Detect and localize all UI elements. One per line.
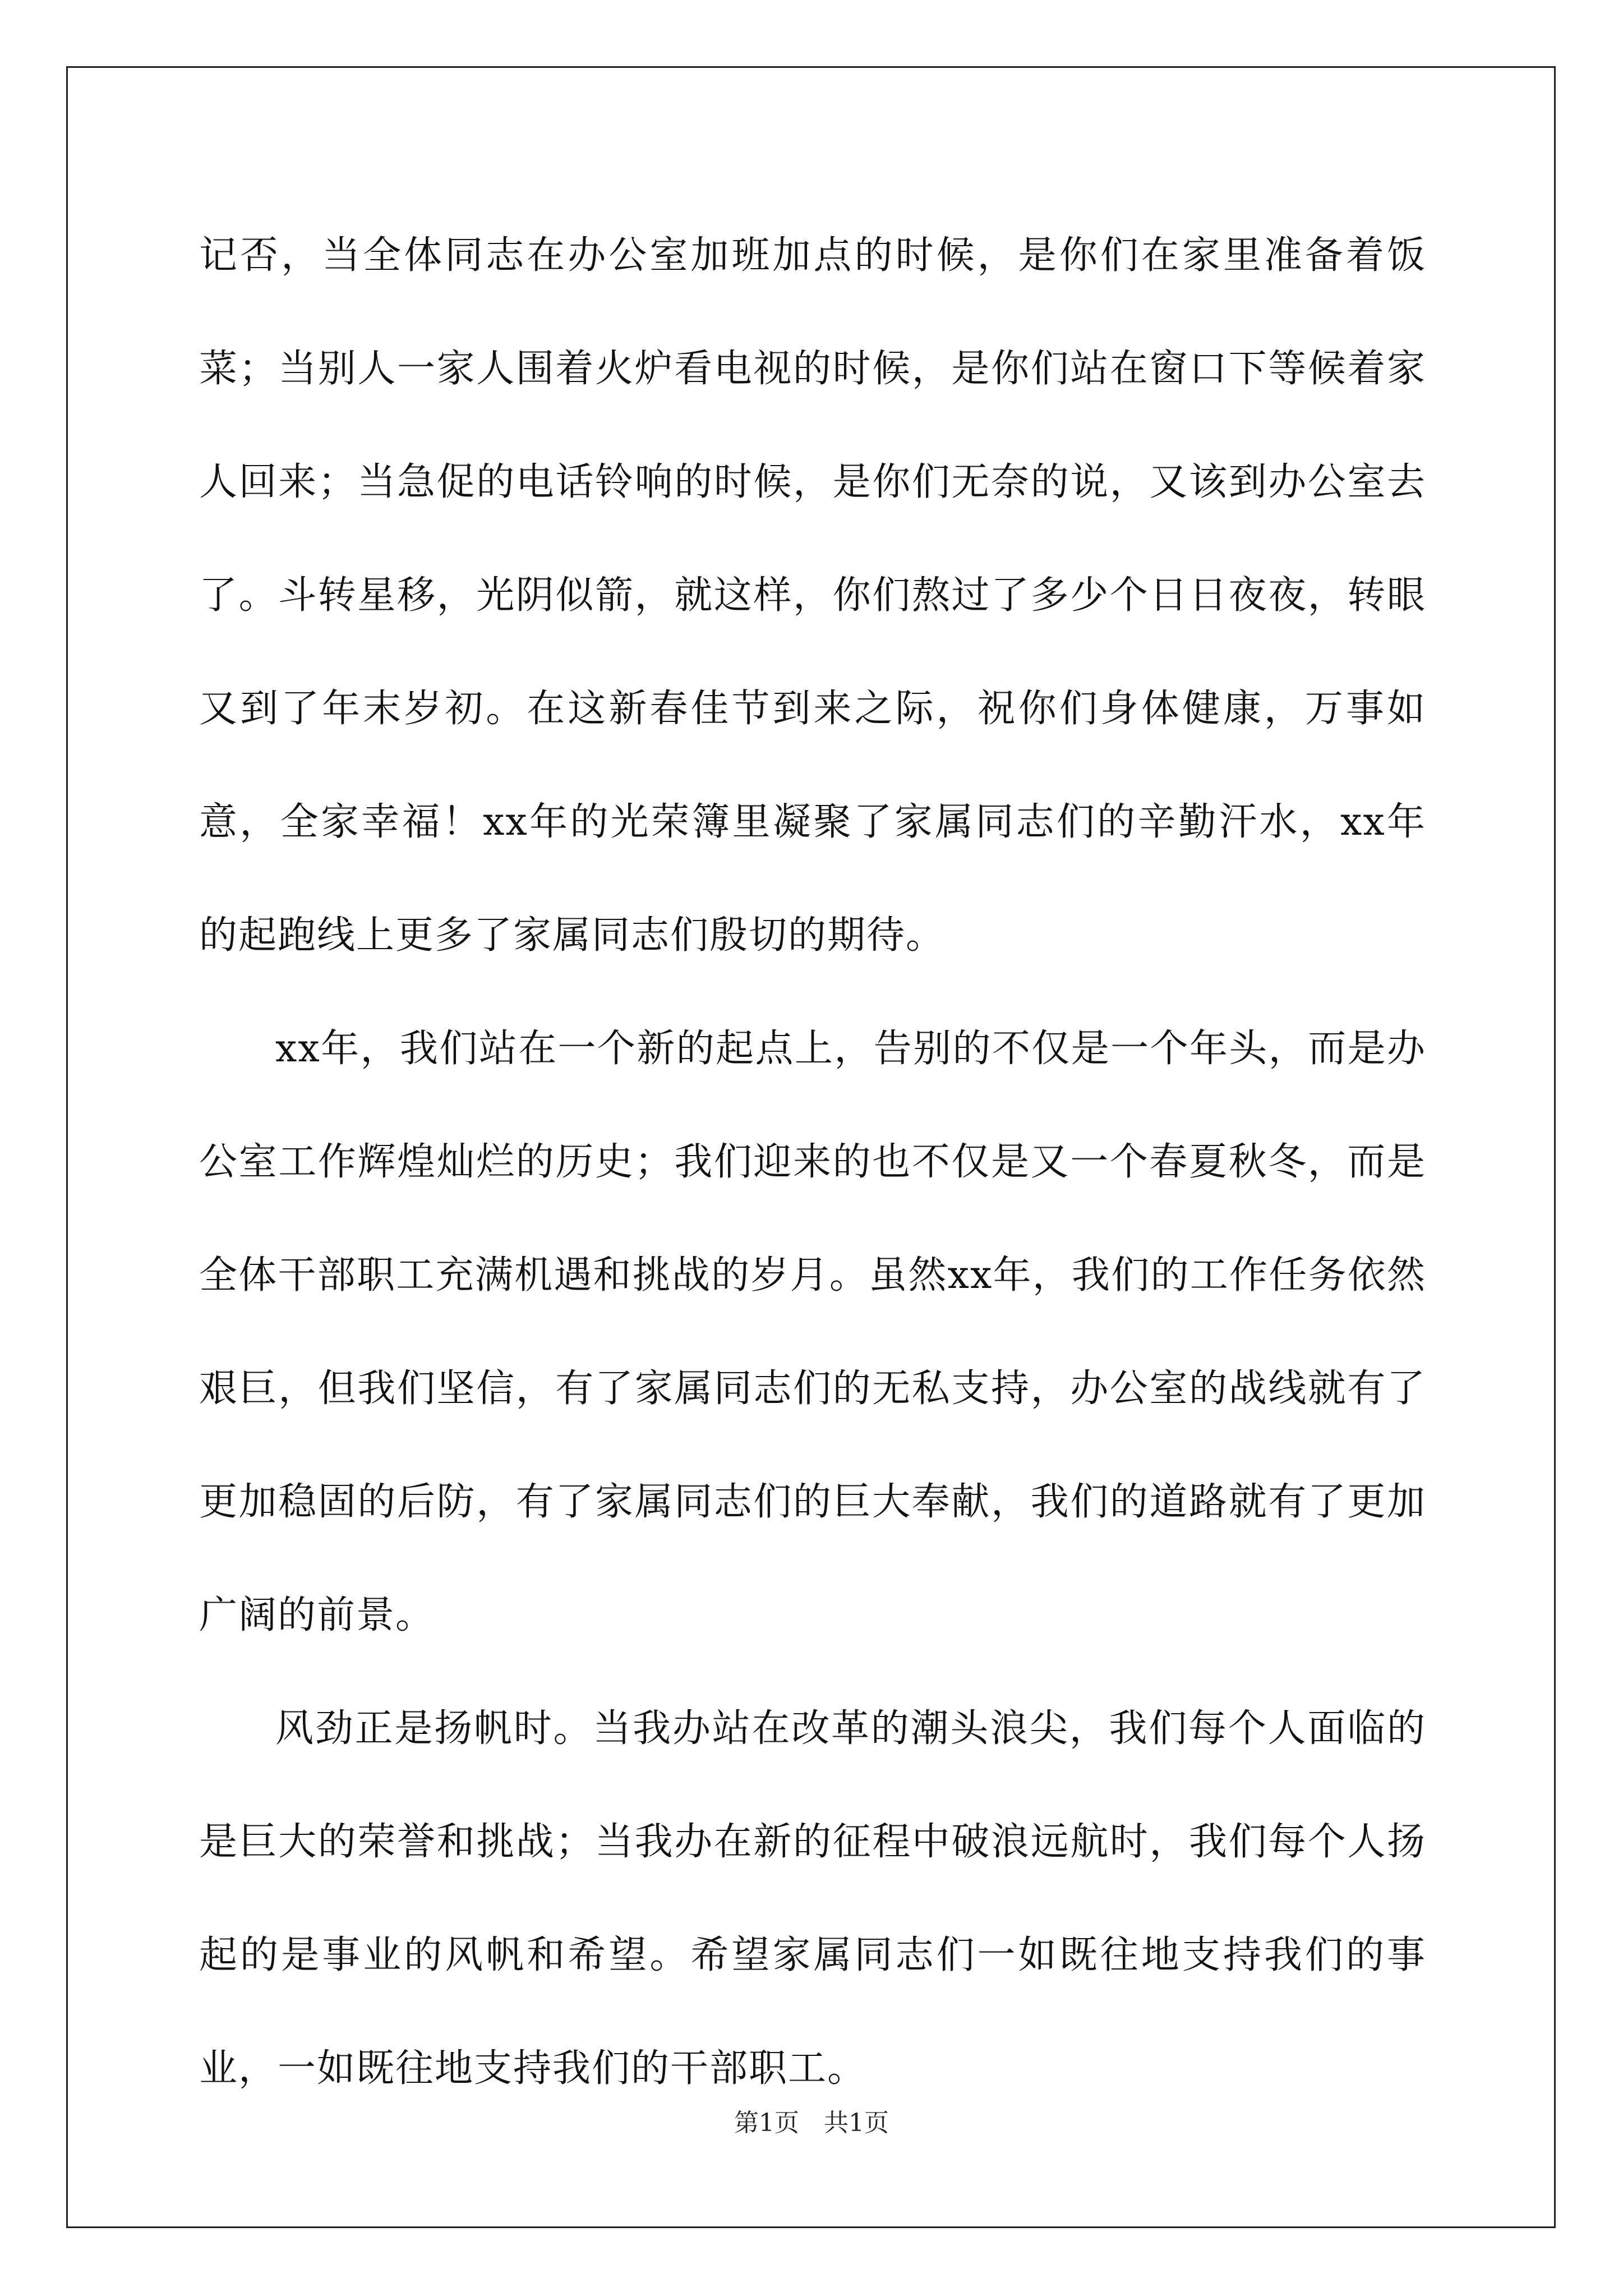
document-body (199, 199, 1426, 2125)
page-number-total: 共1页 (824, 2109, 889, 2137)
page-number-current: 第1页 (734, 2109, 799, 2137)
page-footer (0, 2106, 1623, 2140)
paragraph-1: 记否，当全体同志在办公室加班加点的时候，是你们在家里准备着饭菜；当别人一家人围着火炉看电视的时候，是你们站在窗口下等候着家人回来；当急促的电话铃响的时候，是你们无奈的说，又该到办公室去了。斗转星移，光阴似箭，就这样，你们熬过了多少个日日夜夜，转眼又到了年末岁初。在这新春佳节到来之际，祝你们身体健康，万事如意，全家幸福！xx年的光荣簿里凝聚了家属同志们的辛勤汗水，xx年的起跑线上更多了家属同志们殷切的期待。 (199, 233, 1426, 958)
paragraph-2: xx年，我们站在一个新的起点上，告别的不仅是一个年头，而是办公室工作辉煌灿烂的历史；我们迎来的也不仅是又一个春夏秋冬，而是全体干部职工充满机遇和挑战的岁月。虽然xx年，我们的工作任务依然艰巨，但我们坚信，有了家属同志们的无私支持，办公室的战线就有了更加稳固的后防，有了家属同志们的巨大奉献，我们的道路就有了更加广阔的前景。 (199, 1027, 1426, 1637)
paragraph-3: 风劲正是扬帆时。当我办站在改革的潮头浪尖，我们每个人面临的是巨大的荣誉和挑战；当我办在新的征程中破浪远航时，我们每个人扬起的是事业的风帆和希望。希望家属同志们一如既往地支持我们的事业，一如既往地支持我们的干部职工。 (199, 1706, 1426, 2091)
